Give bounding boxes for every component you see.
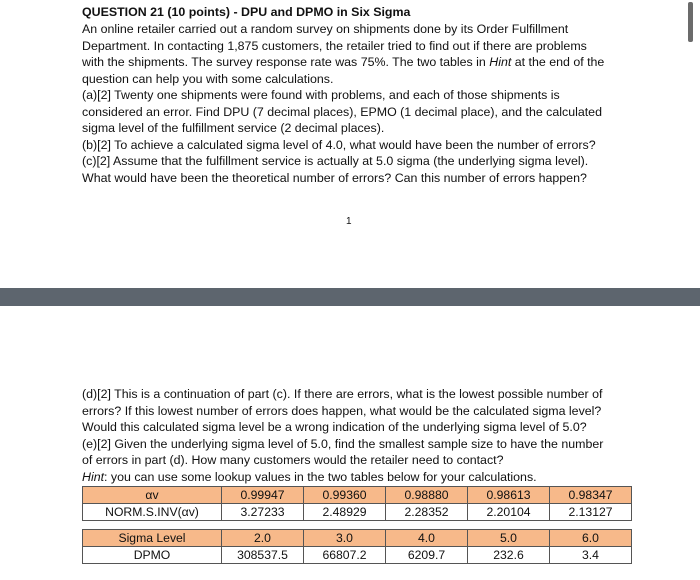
page-divider <box>0 288 700 306</box>
table-cell: 3.27233 <box>222 504 304 521</box>
hint-text: : you can use some lookup values in the two tables below for your calculations. <box>104 470 537 484</box>
table-cell: 4.0 <box>386 530 468 547</box>
table-cell: 0.98613 <box>468 487 550 504</box>
table-cell: DPMO <box>83 547 222 564</box>
body-line: (b)[2] To achieve a calculated sigma level of 4.0, what would have been the number of errors? <box>82 137 596 152</box>
body-line: with the shipments. The survey response rate was 75%. The two tables in Hint at the end of the <box>82 55 605 69</box>
table-cell: 2.28352 <box>386 504 468 521</box>
question-title: QUESTION 21 (10 points) - DPU and DPMO in Six Sigma <box>82 5 411 19</box>
body-line: Would this calculated sigma level be a wrong indication of the underlying sigma level of 5.0? <box>82 420 587 434</box>
page-number: 1 <box>346 216 352 227</box>
table-cell: Sigma Level <box>83 530 222 547</box>
sigma-dpmo-table <box>82 529 632 564</box>
table-cell: NORM.S.INV(αv) <box>83 504 222 521</box>
hint-label: Hint <box>82 470 105 484</box>
table-cell: 232.6 <box>468 547 550 564</box>
table-cell: 66807.2 <box>304 547 386 564</box>
body-line: errors? If this lowest number of errors does happen, what would be the calculated sigma level? <box>82 403 602 418</box>
table-cell: 2.0 <box>222 530 304 547</box>
table-cell: 0.99947 <box>222 487 304 504</box>
table-cell: 2.48929 <box>304 504 386 521</box>
table-cell: 5.0 <box>468 530 550 547</box>
table-cell: 3.0 <box>304 530 386 547</box>
scrollbar-thumb[interactable] <box>688 2 693 42</box>
body-line: An online retailer carried out a random survey on shipments done by its Order Fulfillment <box>82 22 569 36</box>
hint-line <box>82 469 537 485</box>
norm-inv-table <box>82 486 632 521</box>
body-line: What would have been the theoretical number of errors? Can this number of errors happen? <box>82 170 587 185</box>
body-line: (e)[2] Given the underlying sigma level of 5.0, find the smallest sample size to have the number <box>82 436 604 451</box>
body-line: considered an error. Find DPU (7 decimal places), EPMO (1 decimal place), and the calculated <box>82 104 602 119</box>
body-line: (c)[2] Assume that the fulfillment service is actually at 5.0 sigma (the underlying sigma level). <box>82 154 589 168</box>
table-cell: 6209.7 <box>386 547 468 564</box>
table-cell: 3.4 <box>550 547 632 564</box>
body-line: question can help you with some calculations. <box>82 71 334 86</box>
body-line: (a)[2] Twenty one shipments were found with problems, and each of those shipments is <box>82 88 560 102</box>
table-cell: 308537.5 <box>222 547 304 564</box>
body-line: (d)[2] This is a continuation of part (c). If there are errors, what is the lowest possible number of <box>82 387 603 401</box>
body-line: of errors in part (d). How many customers would the retailer need to contact? <box>82 453 504 467</box>
table-cell: 2.13127 <box>550 504 632 521</box>
table-cell: 2.20104 <box>468 504 550 521</box>
table-cell: 0.98880 <box>386 487 468 504</box>
table-cell: 0.99360 <box>304 487 386 504</box>
table-cell: 0.98347 <box>550 487 632 504</box>
body-line: Department. In contacting 1,875 customers, the retailer tried to find out if there are problems <box>82 38 587 53</box>
body-line: sigma level of the fulfillment service (2 decimal places). <box>82 121 385 135</box>
table-cell: 6.0 <box>550 530 632 547</box>
table-cell: αv <box>83 487 222 504</box>
